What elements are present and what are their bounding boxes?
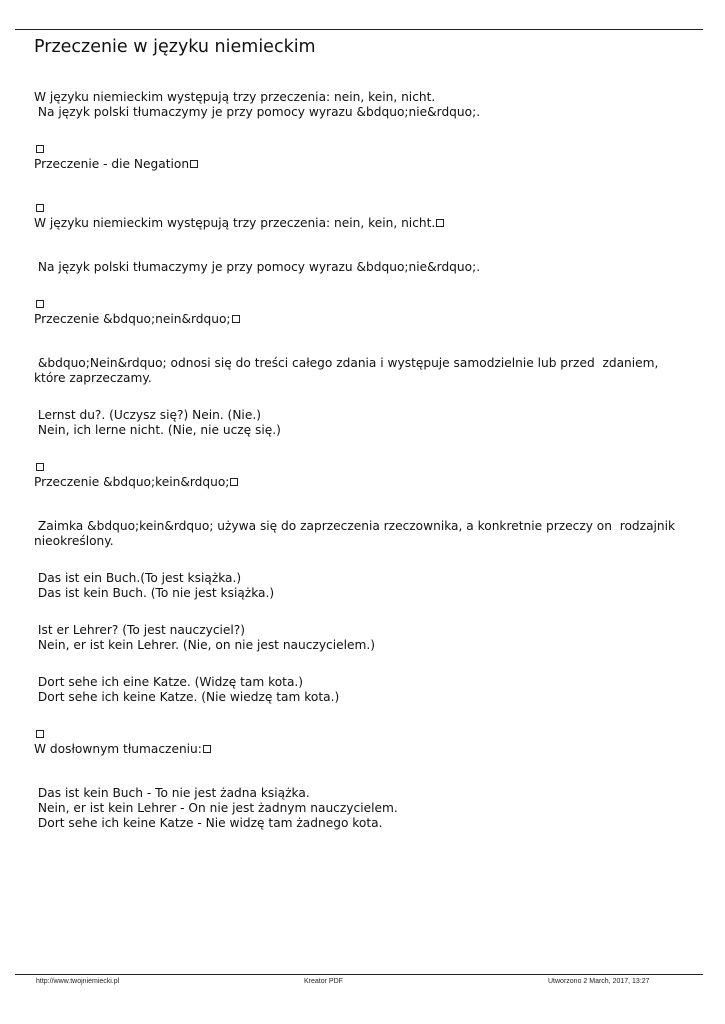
kein-example-line: Das ist kein Buch. (To nie jest książka.) [34,586,275,600]
section-heading-nein [34,312,694,327]
paragraph-negation-types [34,216,694,231]
heading-text: Przeczenie - die Negation [34,157,190,171]
document-body [34,90,694,831]
missing-glyph-box-icon [36,204,44,212]
literal-translation-line: Das ist kein Buch - To nie jest żadna książka. [34,786,310,800]
kein-example-line: Das ist ein Buch.(To jest książka.) [34,571,242,585]
page-title: Przeczenie w języku niemieckim [34,37,316,57]
missing-glyph-box-icon [36,463,44,471]
intro-line-2: Na język polski tłumaczymy je przy pomocy wyrazu &bdquo;nie&rdquo;. [34,105,481,119]
kein-description-line-2: nieokreślony. [34,534,114,548]
heading-text: W dosłownym tłumaczeniu: [34,742,202,756]
missing-glyph-box-icon [36,145,44,153]
missing-glyph-box-icon [190,160,198,168]
heading-text: Przeczenie &bdquo;kein&rdquo; [34,475,230,489]
section-heading-literal [34,742,694,757]
missing-glyph-box-icon [203,745,211,753]
paragraph-text: W języku niemieckim występują trzy przeczenia: nein, kein, nicht. [34,216,436,230]
literal-translation-line: Dort sehe ich keine Katze - Nie widzę tam żadnego kota. [34,816,383,830]
kein-example-line: Ist er Lehrer? (To jest nauczyciel?) [34,623,246,637]
kein-example-line: Dort sehe ich eine Katze. (Widzę tam kota.) [34,675,304,689]
footer-url: http://www.twojniemiecki.pl [36,978,120,985]
missing-glyph-box-icon [230,478,238,486]
header-rule [15,29,703,30]
nein-description-line-1: &bdquo;Nein&rdquo; odnosi się do treści całego zdania i występuje samodzielnie lub przed zdaniem, [34,356,659,370]
kein-description-line-1: Zaimka &bdquo;kein&rdquo; używa się do zaprzeczenia rzeczownika, a konkretnie przeczy on rodzajnik [34,519,676,533]
footer-created-date: Utworzono 2 March, 2017, 13:27 [548,978,650,985]
paragraph-translation: Na język polski tłumaczymy je przy pomocy wyrazu &bdquo;nie&rdquo;. [34,260,481,274]
kein-example-line: Dort sehe ich keine Katze. (Nie wiedzę tam kota.) [34,690,340,704]
footer-creator: Kreator PDF [304,978,343,985]
kein-example-line: Nein, er ist kein Lehrer. (Nie, on nie jest nauczycielem.) [34,638,376,652]
missing-glyph-box-icon [232,315,240,323]
missing-glyph-box-icon [36,730,44,738]
intro-line-1: W języku niemieckim występują trzy przeczenia: nein, kein, nicht. [34,90,436,104]
literal-translation-line: Nein, er ist kein Lehrer - On nie jest żadnym nauczycielem. [34,801,398,815]
missing-glyph-box-icon [36,300,44,308]
nein-example-line-1: Lernst du?. (Uczysz się?) Nein. (Nie.) [34,408,261,422]
nein-example-line-2: Nein, ich lerne nicht. (Nie, nie uczę się.) [34,423,281,437]
heading-text: Przeczenie &bdquo;nein&rdquo; [34,312,231,326]
missing-glyph-box-icon [436,219,444,227]
nein-description-line-2: które zaprzeczamy. [34,371,152,385]
section-heading-negation [34,157,694,172]
section-heading-kein [34,475,694,490]
footer-rule [15,974,703,975]
